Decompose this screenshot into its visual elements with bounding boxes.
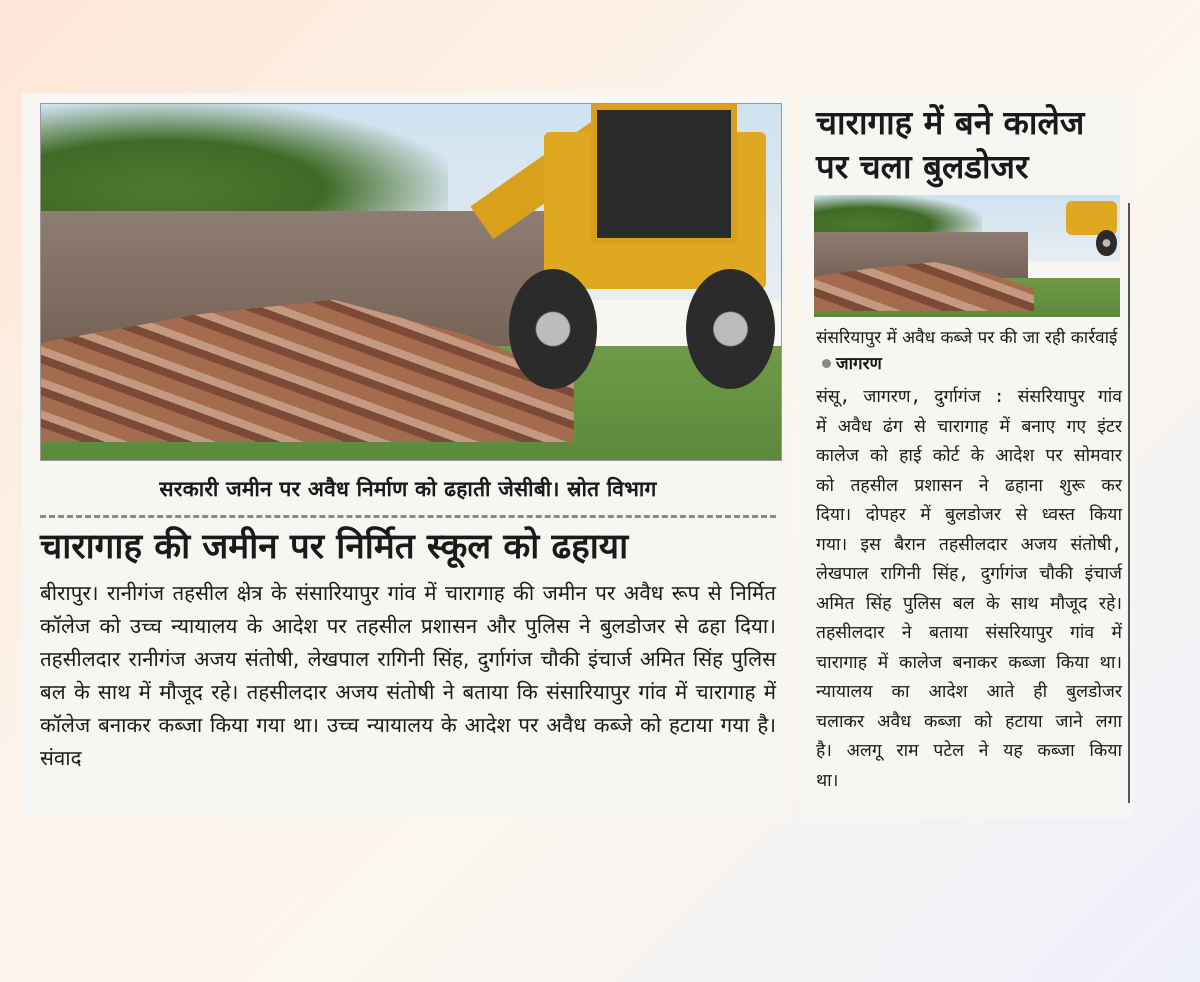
dashed-divider — [40, 515, 776, 518]
caption-text: संसरियापुर में अवैध कब्जे पर की जा रही कार्रवाई — [816, 328, 1118, 348]
jcb-cab — [591, 104, 736, 244]
bulldozer-photo — [814, 195, 1120, 317]
article-body: संसू, जागरण, दुर्गागंज : संसरियापुर गांव में अवैध ढंग से चारागाह में बनाए गए इंटर कालेज को हाई कोर्ट के आदेश पर सोमवार को तहसील प्रशासन ने ढहाना शुरू कर दिया। दोपहर में बुलडोजर से ध्वस्त किया गया। इस बैरान तहसीलदार अजय संतोषी, लेखपाल रागिनी सिंह, दुर्गागंज चौकी इंचार्ज अमित सिंह पुलिस बल के साथ मौजूद रहे। तहसीलदार ने बताया संसरियापुर गांव में चारागाह में कालेज बनाकर कब्जा किया था। न्यायालय का आदेश आते ही बुलडोजर चलाकर अवैध कब्जा को हटाया जाने लगा है। अलगू राम पटेल ने यह कब्जा किया था। — [816, 387, 1122, 791]
article-body: बीरापुर। रानीगंज तहसील क्षेत्र के संसारियापुर गांव में चारागाह की जमीन पर अवैध रूप से निर्मित कॉलेज को उच्च न्यायालय के आदेश पर तहसील प्रशासन और पुलिस ने बुलडोजर से ढहा दिया। तहसीलदार रानीगंज अजय संतोषी, लेखपाल रागिनी सिंह, दुर्गागंज चौकी इंचार्ज अमित सिंह पुलिस बल के साथ में मौजूद रहे। तहसीलदार अजय संतोषी ने बताया कि संसारियापुर गांव में चारागाह में कॉलेज बनाकर कब्जा किया गया था। उच्च न्यायालय के आदेश पर अवैध कब्जे को हटाया गया है। संवाद — [40, 580, 776, 770]
photo-caption — [816, 325, 1122, 377]
headline: चारागाह में बने कालेज पर चला बुलडोजर — [816, 103, 1085, 186]
column-rule — [1128, 203, 1130, 803]
left-news-clipping — [22, 93, 790, 818]
jcb-wheel-front — [509, 269, 598, 389]
photo-credit: जागरण — [836, 354, 882, 374]
jcb-excavator — [1053, 195, 1120, 256]
photo-caption: सरकारी जमीन पर अवैध निर्माण को ढहाती जेसीबी। स्रोत विभाग — [159, 477, 657, 501]
jcb-wheel — [1096, 230, 1116, 256]
jcb-wheel-rear — [686, 269, 775, 389]
jcb-demolition-photo — [40, 103, 782, 461]
jcb-excavator — [485, 104, 781, 389]
bullet-dot-icon — [822, 359, 831, 368]
right-news-clipping — [800, 93, 1132, 818]
headline: चारागाह की जमीन पर निर्मित स्कूल को ढहाया — [40, 526, 629, 567]
